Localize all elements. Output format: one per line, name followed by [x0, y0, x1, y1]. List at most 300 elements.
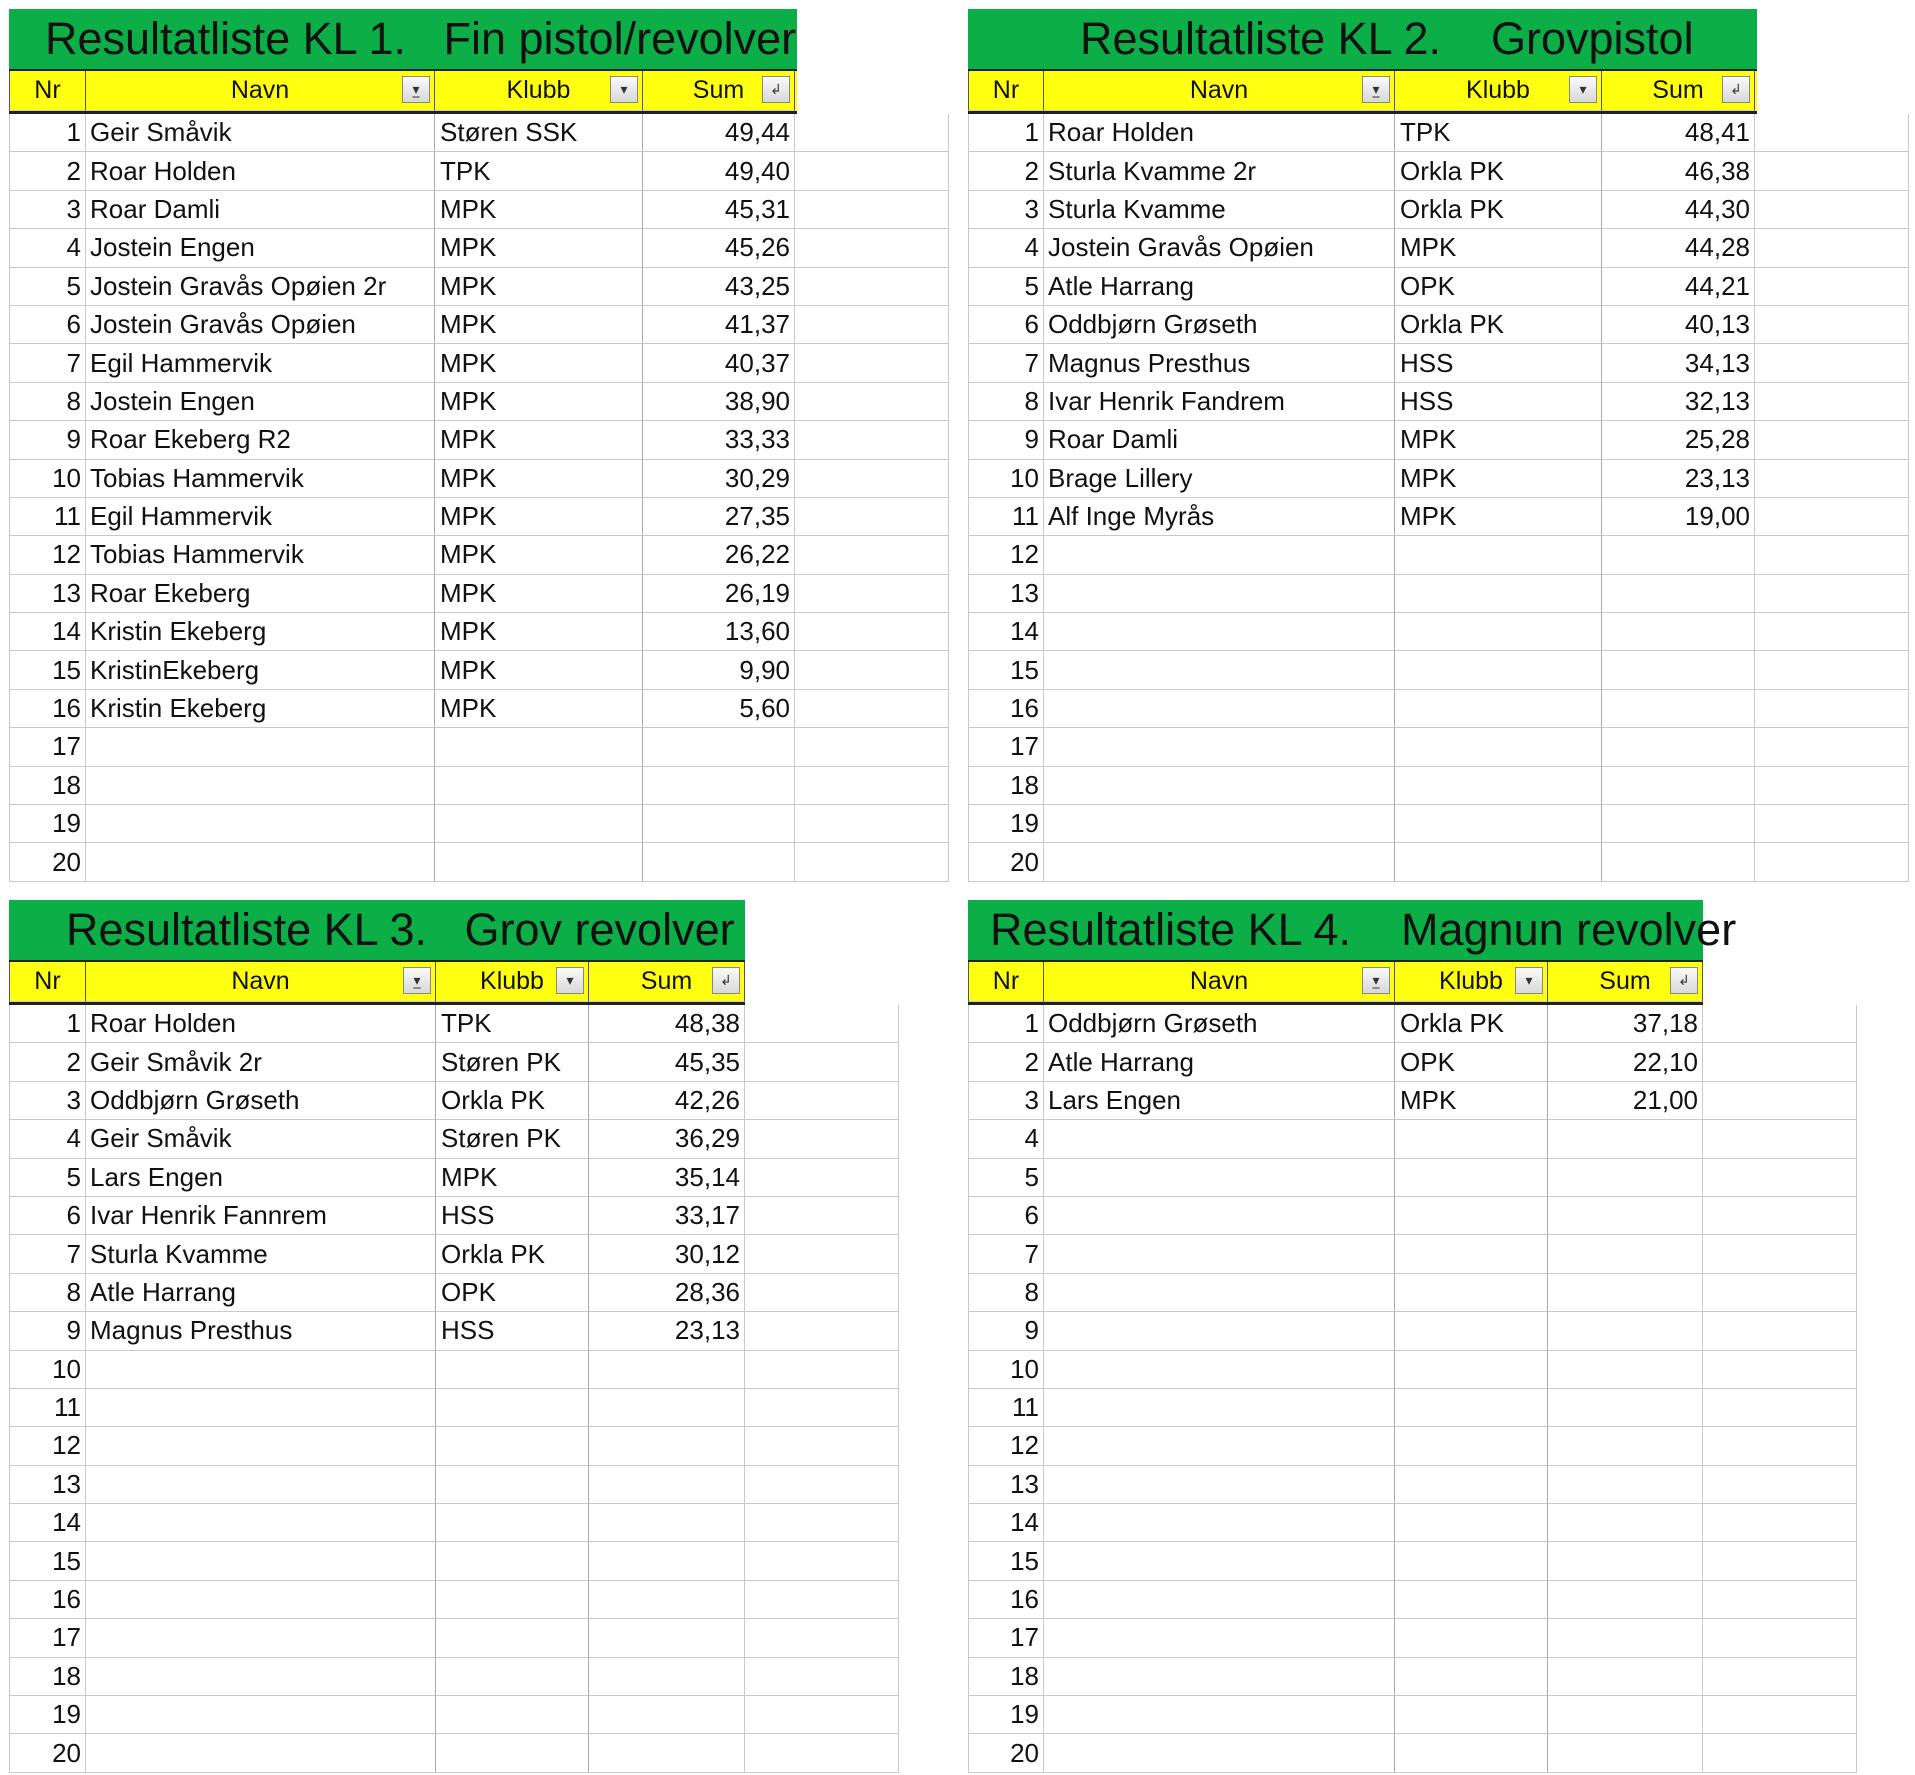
dropdown-arrow-icon[interactable]: ▾ — [1569, 76, 1597, 103]
cell-sum: 34,13 — [1602, 344, 1755, 382]
cell-klubb — [1395, 1274, 1548, 1312]
table-row — [9, 651, 949, 689]
cell-nr: 15 — [9, 1542, 86, 1580]
cell-navn — [1044, 1235, 1395, 1273]
cell-klubb — [1395, 1581, 1548, 1619]
cell-nr: 13 — [968, 575, 1044, 613]
cell-klubb: MPK — [435, 229, 643, 267]
cell-nr: 15 — [968, 651, 1044, 689]
cell-klubb: Støren PK — [436, 1120, 589, 1158]
cell-nr: 14 — [968, 1504, 1044, 1542]
table-row — [9, 767, 949, 805]
cell-navn — [1044, 1542, 1395, 1580]
cell-navn: Ivar Henrik Fandrem — [1044, 383, 1395, 421]
column-header-sum — [589, 962, 745, 1002]
cell-klubb: Orkla PK — [436, 1235, 589, 1273]
empty-cell — [1755, 344, 1909, 382]
cell-nr: 3 — [9, 1082, 86, 1120]
results-table-kl3 — [9, 900, 899, 1773]
cell-nr: 11 — [9, 1389, 86, 1427]
cell-nr: 6 — [968, 1197, 1044, 1235]
cell-sum — [589, 1581, 745, 1619]
cell-navn — [1044, 1504, 1395, 1542]
table-row — [968, 1120, 1857, 1158]
empty-cell — [745, 1197, 899, 1235]
cell-sum — [589, 1542, 745, 1580]
table-row — [9, 728, 949, 766]
table-row — [9, 114, 949, 152]
cell-sum — [1602, 805, 1755, 843]
cell-nr: 17 — [9, 1619, 86, 1657]
table-row — [9, 1427, 899, 1465]
table-row — [968, 1005, 1857, 1043]
cell-navn: Sturla Kvamme 2r — [1044, 152, 1395, 190]
cell-navn — [1044, 536, 1395, 574]
cell-sum: 49,44 — [643, 114, 795, 152]
cell-klubb: MPK — [435, 344, 643, 382]
empty-cell — [795, 421, 949, 459]
cell-sum — [589, 1658, 745, 1696]
cell-sum: 36,29 — [589, 1120, 745, 1158]
cell-sum — [643, 767, 795, 805]
cell-sum — [589, 1466, 745, 1504]
cell-klubb — [436, 1658, 589, 1696]
table-row — [9, 1581, 899, 1619]
cell-sum — [1548, 1466, 1703, 1504]
cell-nr: 18 — [9, 767, 86, 805]
table-row — [9, 421, 949, 459]
cell-navn: Lars Engen — [86, 1159, 436, 1197]
column-header-label: Sum — [1599, 967, 1651, 995]
cell-sum — [1602, 728, 1755, 766]
table-row — [968, 229, 1909, 267]
cell-nr: 4 — [9, 1120, 86, 1158]
cell-navn — [1044, 1274, 1395, 1312]
column-header-label: Navn — [1189, 76, 1249, 104]
cell-navn — [86, 1466, 436, 1504]
empty-cell — [1703, 1696, 1857, 1734]
cell-nr: 19 — [9, 1696, 86, 1734]
cell-klubb — [436, 1734, 589, 1772]
cell-sum: 27,35 — [643, 498, 795, 536]
sort-descending-icon[interactable]: ↲ — [1670, 967, 1698, 994]
cell-nr: 2 — [968, 1043, 1044, 1081]
cell-klubb: MPK — [435, 651, 643, 689]
table-row — [968, 498, 1909, 536]
cell-klubb — [1395, 613, 1602, 651]
cell-klubb — [1395, 1120, 1548, 1158]
cell-klubb — [436, 1542, 589, 1580]
cell-navn — [86, 1427, 436, 1465]
cell-klubb — [1395, 690, 1602, 728]
empty-cell — [795, 498, 949, 536]
table-row — [968, 1235, 1857, 1273]
column-header-label: Nr — [34, 967, 61, 995]
cell-sum — [589, 1351, 745, 1389]
cell-klubb — [435, 805, 643, 843]
cell-nr: 19 — [9, 805, 86, 843]
empty-cell — [795, 767, 949, 805]
table-row — [9, 575, 949, 613]
cell-navn — [86, 1351, 436, 1389]
cell-nr: 6 — [968, 306, 1044, 344]
empty-cell — [795, 690, 949, 728]
cell-klubb: MPK — [435, 306, 643, 344]
cell-navn — [1044, 651, 1395, 689]
column-header-label: Sum — [1652, 76, 1704, 104]
empty-cell — [795, 536, 949, 574]
cell-navn — [1044, 613, 1395, 651]
cell-sum: 28,36 — [589, 1274, 745, 1312]
empty-cell — [745, 1466, 899, 1504]
results-table-kl2 — [968, 9, 1909, 882]
cell-nr: 18 — [968, 767, 1044, 805]
column-header-nr — [968, 962, 1044, 1002]
cell-sum — [1548, 1581, 1703, 1619]
filter-sort-icon[interactable]: ▾̲ — [1362, 967, 1390, 994]
cell-sum — [1548, 1696, 1703, 1734]
cell-klubb — [1395, 1389, 1548, 1427]
empty-cell — [1703, 1312, 1857, 1350]
cell-navn — [1044, 1159, 1395, 1197]
empty-cell — [1755, 575, 1909, 613]
cell-navn: Alf Inge Myrås — [1044, 498, 1395, 536]
cell-navn: Jostein Engen — [86, 383, 435, 421]
cell-sum: 22,10 — [1548, 1043, 1703, 1081]
empty-cell — [795, 191, 949, 229]
cell-klubb — [1395, 1504, 1548, 1542]
empty-cell — [795, 651, 949, 689]
cell-klubb: HSS — [1395, 383, 1602, 421]
cell-klubb — [1395, 1159, 1548, 1197]
table-row — [9, 1619, 899, 1657]
empty-cell — [1755, 229, 1909, 267]
table-body — [9, 1005, 899, 1773]
table-row — [968, 1696, 1857, 1734]
empty-cell — [745, 1389, 899, 1427]
cell-navn — [1044, 1120, 1395, 1158]
column-header-label: Klubb — [480, 967, 544, 995]
cell-klubb — [436, 1466, 589, 1504]
empty-cell — [795, 843, 949, 881]
cell-klubb — [436, 1619, 589, 1657]
cell-sum: 13,60 — [643, 613, 795, 651]
empty-cell — [1703, 1043, 1857, 1081]
cell-klubb: Orkla PK — [1395, 306, 1602, 344]
cell-navn: Brage Lillery — [1044, 460, 1395, 498]
cell-nr: 20 — [968, 843, 1044, 881]
empty-cell — [795, 229, 949, 267]
cell-sum — [1548, 1159, 1703, 1197]
empty-cell — [745, 1120, 899, 1158]
cell-klubb: Støren PK — [436, 1043, 589, 1081]
cell-klubb: TPK — [436, 1005, 589, 1043]
cell-klubb — [1395, 1427, 1548, 1465]
cell-sum: 37,18 — [1548, 1005, 1703, 1043]
cell-klubb: MPK — [435, 575, 643, 613]
cell-navn — [86, 1504, 436, 1542]
sort-descending-icon[interactable]: ↲ — [1722, 76, 1750, 103]
cell-navn: Egil Hammervik — [86, 498, 435, 536]
table-row — [968, 1658, 1857, 1696]
cell-nr: 14 — [9, 613, 86, 651]
cell-nr: 10 — [968, 460, 1044, 498]
cell-navn: Sturla Kvamme — [1044, 191, 1395, 229]
cell-klubb — [1395, 1312, 1548, 1350]
cell-sum — [1548, 1658, 1703, 1696]
cell-nr: 4 — [9, 229, 86, 267]
cell-klubb: Orkla PK — [1395, 191, 1602, 229]
cell-sum: 42,26 — [589, 1082, 745, 1120]
cell-navn: Egil Hammervik — [86, 344, 435, 382]
cell-nr: 7 — [9, 1235, 86, 1273]
empty-cell — [795, 268, 949, 306]
column-header-sum — [643, 71, 795, 111]
cell-navn: Atle Harrang — [1044, 1043, 1395, 1081]
empty-cell — [745, 1351, 899, 1389]
column-header-nr — [9, 71, 86, 111]
empty-cell — [1703, 1197, 1857, 1235]
table-row — [9, 498, 949, 536]
column-header-label: Klubb — [1466, 76, 1530, 104]
cell-navn — [1044, 1619, 1395, 1657]
cell-klubb — [1395, 1734, 1548, 1772]
cell-sum: 23,13 — [1602, 460, 1755, 498]
cell-klubb — [1395, 728, 1602, 766]
cell-nr: 4 — [968, 1120, 1044, 1158]
table-row — [9, 306, 949, 344]
filter-sort-icon[interactable]: ▾̲ — [1362, 76, 1390, 103]
cell-navn: Roar Holden — [86, 152, 435, 190]
empty-cell — [1703, 1159, 1857, 1197]
cell-navn: Geir Småvik — [86, 114, 435, 152]
column-header-sum — [1602, 71, 1755, 111]
column-header-nr — [9, 962, 86, 1002]
empty-cell — [795, 383, 949, 421]
cell-navn — [1044, 1389, 1395, 1427]
cell-klubb: MPK — [1395, 421, 1602, 459]
cell-nr: 16 — [968, 690, 1044, 728]
table-body — [968, 114, 1909, 882]
cell-nr: 2 — [9, 1043, 86, 1081]
cell-sum — [1548, 1235, 1703, 1273]
cell-klubb: MPK — [435, 383, 643, 421]
cell-nr: 9 — [9, 421, 86, 459]
cell-nr: 7 — [9, 344, 86, 382]
empty-cell — [1703, 1120, 1857, 1158]
cell-navn — [1044, 1197, 1395, 1235]
empty-cell — [1755, 690, 1909, 728]
empty-cell — [795, 805, 949, 843]
dropdown-arrow-icon[interactable]: ▾ — [610, 76, 638, 103]
cell-klubb — [1395, 651, 1602, 689]
sort-descending-icon[interactable]: ↲ — [712, 967, 740, 994]
empty-cell — [795, 460, 949, 498]
sort-descending-icon[interactable]: ↲ — [762, 76, 790, 103]
table-row — [9, 1005, 899, 1043]
empty-cell — [1755, 767, 1909, 805]
table-row — [968, 1504, 1857, 1542]
column-header-label: Navn — [231, 967, 290, 995]
cell-nr: 3 — [968, 191, 1044, 229]
cell-sum — [1548, 1734, 1703, 1772]
cell-klubb: TPK — [1395, 114, 1602, 152]
empty-cell — [1755, 843, 1909, 881]
table-row — [968, 1542, 1857, 1580]
cell-navn — [1044, 767, 1395, 805]
table-row — [968, 1197, 1857, 1235]
table-row — [9, 460, 949, 498]
cell-sum: 44,28 — [1602, 229, 1755, 267]
column-header-nr — [968, 71, 1044, 111]
table-row — [9, 805, 949, 843]
dropdown-arrow-icon[interactable]: ▾ — [556, 967, 584, 994]
cell-sum: 48,41 — [1602, 114, 1755, 152]
cell-sum — [1602, 651, 1755, 689]
empty-cell — [1703, 1274, 1857, 1312]
cell-klubb: MPK — [435, 613, 643, 651]
table-row — [968, 268, 1909, 306]
table-row — [968, 1351, 1857, 1389]
cell-nr: 12 — [9, 536, 86, 574]
table-row — [9, 843, 949, 881]
empty-cell — [1755, 805, 1909, 843]
cell-navn — [1044, 1427, 1395, 1465]
table-row — [968, 1734, 1857, 1772]
cell-nr: 8 — [968, 383, 1044, 421]
cell-navn: Magnus Presthus — [1044, 344, 1395, 382]
header-row — [968, 69, 1757, 114]
empty-cell — [745, 1658, 899, 1696]
cell-sum — [1602, 613, 1755, 651]
cell-nr: 10 — [9, 1351, 86, 1389]
cell-nr: 9 — [968, 1312, 1044, 1350]
cell-nr: 18 — [968, 1658, 1044, 1696]
cell-sum: 25,28 — [1602, 421, 1755, 459]
column-header-navn — [1044, 962, 1395, 1002]
cell-sum: 5,60 — [643, 690, 795, 728]
cell-sum — [1602, 536, 1755, 574]
cell-sum — [1602, 575, 1755, 613]
results-table-kl1 — [9, 9, 949, 882]
table-row — [968, 460, 1909, 498]
cell-klubb: OPK — [436, 1274, 589, 1312]
cell-nr: 7 — [968, 1235, 1044, 1273]
cell-sum — [1548, 1197, 1703, 1235]
table-row — [9, 383, 949, 421]
cell-nr: 5 — [968, 268, 1044, 306]
empty-cell — [1703, 1734, 1857, 1772]
cell-klubb: Støren SSK — [435, 114, 643, 152]
empty-cell — [795, 114, 949, 152]
table-row — [968, 1082, 1857, 1120]
cell-nr: 14 — [9, 1504, 86, 1542]
cell-klubb — [1395, 1466, 1548, 1504]
cell-nr: 4 — [968, 229, 1044, 267]
cell-navn — [1044, 805, 1395, 843]
cell-nr: 8 — [9, 383, 86, 421]
cell-nr: 6 — [9, 1197, 86, 1235]
cell-navn — [1044, 843, 1395, 881]
table-row — [968, 421, 1909, 459]
cell-sum — [1548, 1120, 1703, 1158]
cell-nr: 17 — [968, 1619, 1044, 1657]
cell-sum — [643, 728, 795, 766]
cell-klubb — [435, 843, 643, 881]
cell-klubb: Orkla PK — [1395, 1005, 1548, 1043]
table-row — [968, 805, 1909, 843]
table-row — [9, 1658, 899, 1696]
cell-navn: Lars Engen — [1044, 1082, 1395, 1120]
table-row — [968, 1619, 1857, 1657]
cell-sum — [643, 805, 795, 843]
empty-cell — [745, 1005, 899, 1043]
table-row — [9, 1504, 899, 1542]
table-row — [968, 575, 1909, 613]
cell-nr: 11 — [968, 498, 1044, 536]
cell-klubb: MPK — [1395, 498, 1602, 536]
empty-cell — [795, 306, 949, 344]
cell-klubb: OPK — [1395, 1043, 1548, 1081]
column-header-label: Nr — [992, 967, 1020, 995]
column-header-sum — [1548, 962, 1703, 1002]
cell-klubb: MPK — [435, 690, 643, 728]
cell-navn: Roar Holden — [86, 1005, 436, 1043]
table-row — [968, 843, 1909, 881]
cell-navn: Geir Småvik 2r — [86, 1043, 436, 1081]
cell-navn: Jostein Gravås Opøien — [86, 306, 435, 344]
cell-sum — [1602, 843, 1755, 881]
cell-klubb: TPK — [435, 152, 643, 190]
cell-nr: 5 — [9, 268, 86, 306]
filter-sort-icon[interactable]: ▾̲ — [403, 967, 431, 994]
table-row — [968, 1427, 1857, 1465]
empty-cell — [1755, 114, 1909, 152]
column-header-label: Sum — [640, 967, 693, 995]
table-row — [9, 1542, 899, 1580]
table-row — [9, 1466, 899, 1504]
table-row — [9, 536, 949, 574]
cell-navn: Ivar Henrik Fannrem — [86, 1197, 436, 1235]
empty-cell — [1755, 152, 1909, 190]
cell-nr: 1 — [968, 114, 1044, 152]
cell-klubb — [1395, 805, 1602, 843]
empty-cell — [795, 152, 949, 190]
column-header-navn — [1044, 71, 1395, 111]
cell-navn — [86, 805, 435, 843]
cell-klubb: Orkla PK — [436, 1082, 589, 1120]
table-row — [968, 536, 1909, 574]
empty-cell — [745, 1696, 899, 1734]
filter-sort-icon[interactable]: ▾̲ — [402, 76, 430, 103]
cell-klubb: MPK — [1395, 460, 1602, 498]
cell-nr: 2 — [9, 152, 86, 190]
cell-sum: 21,00 — [1548, 1082, 1703, 1120]
dropdown-arrow-icon[interactable]: ▾ — [1515, 967, 1543, 994]
empty-cell — [745, 1619, 899, 1657]
table-row — [9, 344, 949, 382]
cell-navn: Jostein Gravås Opøien — [1044, 229, 1395, 267]
empty-cell — [1703, 1504, 1857, 1542]
header-row — [9, 69, 797, 114]
empty-cell — [795, 613, 949, 651]
cell-navn: Magnus Presthus — [86, 1312, 436, 1350]
cell-sum: 48,38 — [589, 1005, 745, 1043]
cell-navn — [86, 1658, 436, 1696]
empty-cell — [745, 1043, 899, 1081]
cell-nr: 3 — [968, 1082, 1044, 1120]
column-header-label: Navn — [230, 76, 290, 104]
